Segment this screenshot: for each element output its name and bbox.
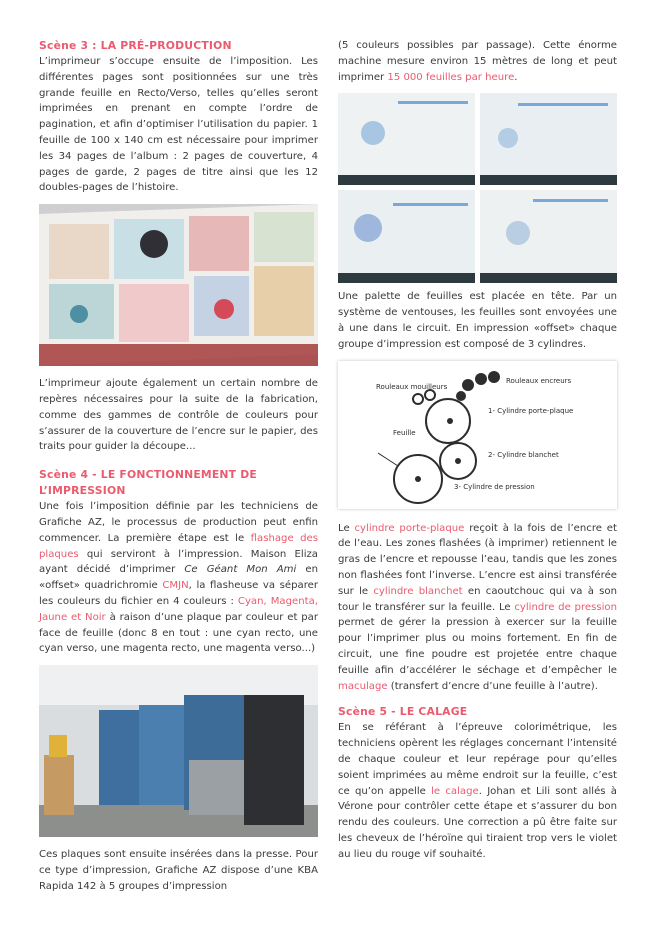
sheet-photo-3 bbox=[338, 190, 475, 283]
offset-cylinders-diagram bbox=[338, 361, 617, 509]
palette-paragraph: Une palette de feuilles est placée en tête. Par un système de ventouses, les feuilles sont envoyées une à une dans le circuit. En impression «offset» chaque groupe d’impression est composé de 3 cylindres. bbox=[338, 291, 617, 350]
press-intro-paragraph: (5 couleurs possibles par passage). Cette énorme machine mesure environ 15 mètres de long et peut imprimer 15 000 feuilles par heure. bbox=[338, 40, 617, 83]
scene5-heading: Scène 5 - LE CALAGE bbox=[338, 705, 468, 719]
scene3-paragraph-1: L’imprimeur s’occupe ensuite de l’imposition. Les différentes pages sont positionnées sur une très grande feuille en Recto/Verso, telles qu’elles seront imprimées en prenant en compte l’ordre de pagination, et afin d’optimiser l’utilisation du papier. 1 feuille de 100 x 140 cm est nécessaire pour imprimer les 34 pages de l’album : 2 pages de couverture, 4 pages de garde, 2 pages de titre ainsi que les 12 doubles-pages de l’histoire. bbox=[39, 56, 318, 194]
cylinders-paragraph: Le cylindre porte-plaque reçoit à la fois de l’encre et de l’eau. Les zones flashées (à imprimer) retiennent le gras de l’encre et repousse l’eau, tandis que les zones non flashées font l’inverse. L’encre est ainsi transférée sur le cylindre blanchet en caoutchouc qui va à son tour le transférer sur la feuille. Le cylindre de pression permet de gérer la pression à exercer sur la feuille pour l’imprimer plus ou moins fortement. En fin de circuit, une fine poudre est projetée entre chaque feuille afin d’accélérer le séchage et d’empêcher le maculage (transfert d’encre d’une feuille à l’autre). bbox=[338, 522, 617, 692]
printed-sheets-photo-grid bbox=[338, 93, 617, 283]
label-rouleaux-mouilleurs: Rouleaux mouilleurs bbox=[376, 382, 448, 391]
sheet-photo-1 bbox=[338, 93, 475, 185]
scene4-paragraph-2: Ces plaques sont ensuite insérées dans la presse. Pour ce type d’impression, Grafiche AZ dispose d’une KBA Rapida 142 à 5 groupes d’impression bbox=[39, 849, 318, 892]
imposition-sheet-photo bbox=[39, 204, 318, 366]
sheet-photo-2 bbox=[480, 93, 617, 185]
sheet-photo-4 bbox=[480, 190, 617, 283]
right-column bbox=[338, 38, 617, 863]
label-cylindre-pression: 3- Cylindre de pression bbox=[454, 482, 535, 491]
scene4-heading: Scène 4 - LE FONCTIONNEMENT DE L’IMPRESSION bbox=[39, 468, 257, 498]
printing-press-photo bbox=[39, 665, 318, 837]
label-rouleaux-encreurs: Rouleaux encreurs bbox=[506, 376, 572, 385]
scene4-paragraph: Une fois l’imposition définie par les techniciens de Grafiche AZ, le processus de production peut enfin commencer. La première étape est le flashage des plaques qui serviront à l’impression. Maison Eliza ayant décidé d’imprimer Ce Géant Mon Ami en «offset» quadrichromie CMJN, la flasheuse va séparer les couleurs du fichier en 4 couleurs : Cyan, Magenta, Jaune et Noir à raison d’une plaque par couleur et par face de feuille (donc 8 en tout : une cyan recto, une cyan verso, une magenta recto, une magenta verso...) bbox=[39, 501, 318, 655]
label-cylindre-blanchet: 2- Cylindre blanchet bbox=[488, 450, 559, 459]
scene3-paragraph-2: L’imprimeur ajoute également un certain nombre de repères nécessaires pour la suite de la fabrication, comme des gammes de contrôle de couleurs pour s’assurer de la couverture de l’encre sur le papier, des traits pour guider la découpe... bbox=[39, 378, 318, 453]
label-feuille: Feuille bbox=[393, 428, 416, 437]
left-column bbox=[39, 38, 318, 895]
scene5-paragraph: En se référant à l’épreuve colorimétrique, les techniciens opèrent les réglages concernant l’intensité de chaque couleur et leur repérage pour qu’elles soient imprimées au même endroit sur la feuille, c’est ce qu’on appelle le calage. Johan et Lili sont allés à Vérone pour contrôler cette étape et s’assurer du bon rendu des couleurs. Une correction a pû être faite sur les cheveux de l’héroïne qui tiraient trop vers le violet au lieu du rouge vif souhaité. bbox=[338, 722, 617, 860]
scene3-heading: Scène 3 : LA PRÉ-PRODUCTION bbox=[39, 39, 232, 52]
label-cylindre-porte-plaque: 1- Cylindre porte-plaque bbox=[488, 406, 574, 415]
